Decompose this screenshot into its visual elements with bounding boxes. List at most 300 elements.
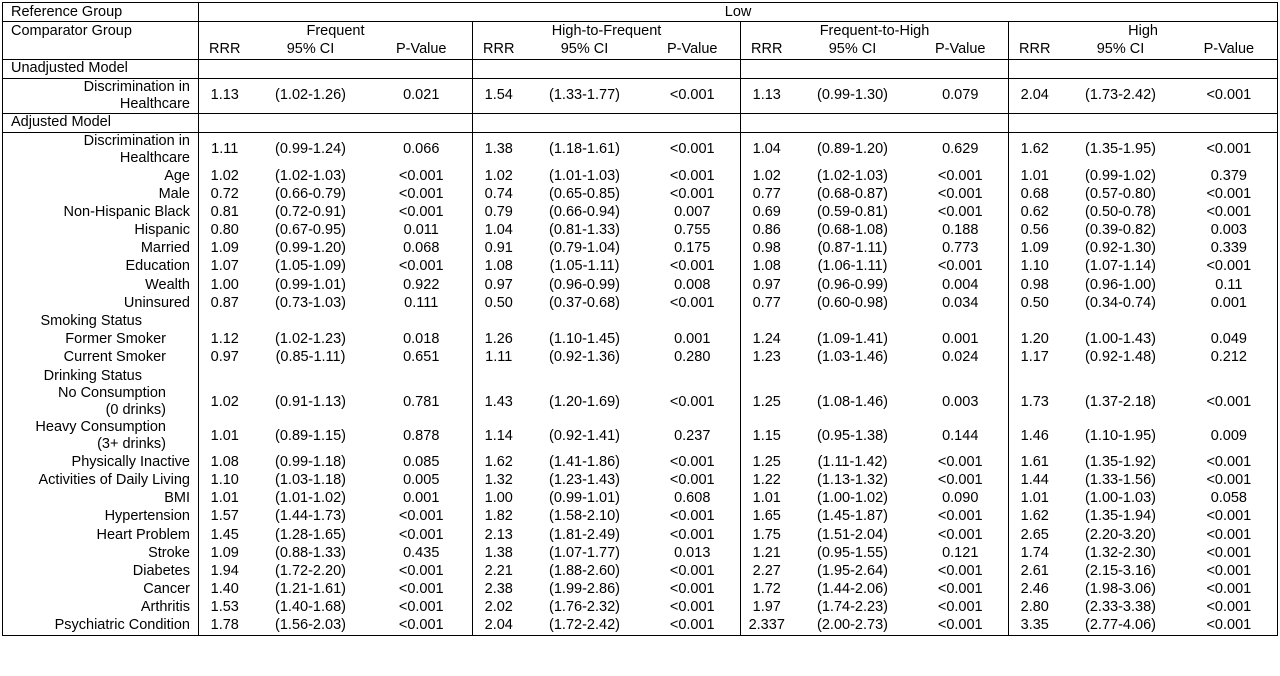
table-cell: <0.001 [669, 599, 715, 616]
table-cell: 0.005 [403, 471, 440, 488]
table-cell: (0.60-0.98) [817, 294, 888, 311]
row-label-line: Former Smoker [65, 331, 166, 348]
table-cell: <0.001 [1206, 453, 1252, 470]
table-cell: <0.001 [398, 562, 444, 579]
row-label-line: Hypertension [104, 508, 190, 525]
table-cell: 1.65 [741, 508, 793, 526]
table-cell: 0.237 [674, 427, 711, 444]
table-cell: 0.018 [403, 331, 440, 348]
table-cell: 2.13 [473, 526, 525, 544]
table-cell: <0.001 [1206, 617, 1252, 634]
table-cell: 2.38 [473, 581, 525, 599]
table-cell: <0.001 [669, 508, 715, 525]
table-cell [1061, 312, 1181, 330]
table-cell: 1.02 [741, 167, 793, 185]
table-cell: (1.09-1.41) [817, 331, 888, 348]
table-row [3, 203, 1278, 221]
group-header-frequent: Frequent [199, 22, 473, 41]
table-cell: 1.01 [1009, 167, 1061, 185]
table-cell: (0.89-1.20) [793, 132, 913, 167]
table-cell: (1.00-1.03) [1085, 490, 1156, 507]
row-label-line: No Consumption [58, 385, 166, 402]
table-cell: 0.175 [674, 240, 711, 257]
table-cell: (1.07-1.14) [1085, 258, 1156, 275]
table-cell: 0.68 [1009, 185, 1061, 203]
table-cell: 1.14 [473, 419, 525, 453]
table-cell: 1.10 [210, 471, 239, 488]
table-row [3, 185, 1278, 203]
table-cell: (0.91-1.13) [275, 393, 346, 410]
table-row [3, 581, 1278, 599]
table-cell: 0.001 [403, 490, 440, 507]
table-body [3, 3, 1278, 636]
row-label-line: Male [158, 185, 190, 202]
table-cell: (1.02-1.03) [275, 167, 346, 184]
table-cell: 2.80 [1009, 599, 1061, 617]
table-cell: 0.111 [404, 294, 439, 311]
subheader-cell: RRR [741, 40, 793, 59]
table-cell: 0.066 [371, 132, 473, 167]
table-cell: (1.21-1.61) [275, 581, 346, 598]
table-cell: (0.65-0.85) [549, 185, 620, 202]
table-cell: 2.65 [1009, 526, 1061, 544]
table-cell: (1.05-1.11) [549, 258, 620, 275]
table-cell: (0.99-1.01) [275, 276, 346, 293]
reference-group-value: Low [199, 3, 1278, 22]
table-cell: (1.41-1.86) [549, 453, 620, 470]
table-cell: 2.02 [473, 599, 525, 617]
table-row [3, 367, 1278, 385]
row-label-line: Psychiatric Condition [54, 617, 190, 634]
table-cell [741, 367, 793, 385]
table-cell [913, 312, 1009, 330]
table-cell [645, 367, 741, 385]
table-cell: 0.79 [473, 203, 525, 221]
row-label [3, 419, 199, 453]
table-cell: 0.629 [913, 132, 1009, 167]
table-cell: 0.013 [674, 544, 711, 561]
row-label-line: (0 drinks) [105, 402, 166, 419]
table-cell [1061, 367, 1181, 385]
table-cell: 1.01 [210, 490, 239, 507]
row-label-line: (3+ drinks) [97, 436, 166, 453]
table-cell: (0.50-0.78) [1085, 203, 1156, 220]
table-cell: 1.53 [210, 599, 239, 616]
row-label-line: BMI [164, 490, 190, 507]
table-cell: <0.001 [669, 526, 715, 543]
row-label-line: Drinking Status [43, 367, 142, 384]
table-row [3, 240, 1278, 258]
row-label [3, 312, 199, 330]
table-cell: (0.68-0.87) [817, 185, 888, 202]
table-cell: (1.00-1.02) [817, 490, 888, 507]
row-label [3, 617, 199, 636]
row-label-line: Education [125, 258, 190, 275]
table-cell: 0.50 [473, 294, 525, 312]
table-cell: <0.001 [669, 294, 715, 311]
table-cell: 1.17 [1009, 349, 1061, 367]
table-cell: 0.058 [1210, 490, 1247, 507]
table-cell: (1.44-2.06) [817, 581, 888, 598]
table-cell: (0.99-1.02) [1085, 167, 1156, 184]
table-row [3, 508, 1278, 526]
table-cell: 0.144 [942, 427, 979, 444]
table-cell: <0.001 [669, 471, 715, 488]
table-cell: (0.79-1.04) [549, 240, 620, 257]
table-cell [371, 312, 473, 330]
table-cell: 0.001 [1210, 294, 1247, 311]
table-cell: (1.03-1.46) [817, 349, 888, 366]
row-label-line: Cancer [143, 581, 190, 598]
table-cell: (1.08-1.46) [817, 393, 888, 410]
table-cell: 0.97 [210, 349, 239, 366]
table-cell: (1.72-2.42) [549, 617, 620, 634]
table-cell: 1.57 [210, 508, 239, 525]
table-cell: 1.22 [741, 471, 793, 489]
table-cell: 0.878 [403, 427, 440, 444]
subheader-cell: RRR [473, 40, 525, 59]
subheader-cell: 95% CI [560, 40, 609, 57]
table-cell [1009, 312, 1061, 330]
table-cell: (0.99-1.24) [251, 132, 371, 167]
table-cell: 1.08 [210, 453, 239, 470]
table-cell: <0.001 [398, 599, 444, 616]
table-cell: (1.07-1.77) [549, 544, 620, 561]
table-cell: (0.96-1.00) [1085, 276, 1156, 293]
table-cell: (1.01-1.03) [549, 167, 620, 184]
table-cell: <0.001 [937, 471, 983, 488]
table-cell: (1.51-2.04) [817, 526, 888, 543]
table-cell: (1.35-1.92) [1085, 453, 1156, 470]
table-cell: <0.001 [1206, 393, 1252, 410]
table-cell: 1.62 [1009, 508, 1061, 526]
table-cell: (1.74-2.23) [817, 599, 888, 616]
group-header-high: High [1009, 22, 1278, 41]
table-row [3, 167, 1278, 185]
table-cell: (1.23-1.43) [549, 471, 620, 488]
table-cell: 0.008 [674, 276, 711, 293]
table-cell: 0.021 [371, 78, 473, 113]
table-cell: (1.45-1.87) [817, 508, 888, 525]
table-cell: 1.54 [473, 78, 525, 113]
subheader-cell: 95% CI [286, 40, 335, 57]
table-cell: 1.01 [210, 427, 239, 444]
table-cell: (0.99-1.18) [275, 453, 346, 470]
table-cell: <0.001 [398, 203, 444, 220]
table-cell: 0.280 [674, 349, 711, 366]
table-cell: 1.45 [210, 526, 239, 543]
table-cell: 1.25 [741, 385, 793, 419]
table-cell: 2.04 [473, 617, 525, 636]
subheader-row [3, 40, 1278, 59]
table-cell: (0.95-1.38) [817, 427, 888, 444]
table-cell: 0.773 [942, 240, 979, 257]
row-label-line: Diabetes [132, 562, 190, 579]
row-label [3, 526, 199, 544]
row-label-line: Discrimination in [83, 78, 190, 95]
table-cell [741, 312, 793, 330]
section-title: Adjusted Model [3, 113, 199, 132]
table-cell: 0.009 [1210, 427, 1247, 444]
table-cell: 0.024 [942, 349, 979, 366]
table-cell: (1.13-1.32) [817, 471, 888, 488]
table-cell: (0.96-0.99) [549, 276, 620, 293]
table-cell: (0.92-1.41) [549, 427, 620, 444]
row-label-line: Healthcare [119, 149, 190, 166]
table-cell: 1.78 [210, 617, 239, 634]
table-cell: <0.001 [669, 617, 715, 634]
table-cell: (1.02-1.23) [275, 331, 346, 348]
table-cell [199, 312, 251, 330]
table-cell: 1.15 [741, 419, 793, 453]
table-cell [793, 312, 913, 330]
row-label-line: Smoking Status [40, 313, 142, 330]
table-cell: (2.77-4.06) [1085, 617, 1156, 634]
table-cell: 0.11 [1215, 276, 1243, 293]
table-cell: 1.21 [741, 544, 793, 562]
table-cell: 1.62 [473, 453, 525, 471]
table-row [3, 471, 1278, 489]
table-cell: 0.212 [1210, 349, 1247, 366]
table-cell [473, 367, 525, 385]
table-cell: (0.39-0.82) [1085, 222, 1156, 239]
table-cell: <0.001 [1206, 185, 1252, 202]
table-row [3, 349, 1278, 367]
table-cell: (0.81-1.33) [549, 222, 620, 239]
table-cell: 1.62 [1009, 132, 1061, 167]
section-header-row [3, 113, 1278, 132]
table-cell: <0.001 [937, 167, 983, 184]
table-cell: 1.94 [210, 562, 239, 579]
table-row [3, 294, 1278, 312]
table-cell: <0.001 [669, 167, 715, 184]
subheader-cell: RRR [1009, 40, 1061, 59]
table-cell: 1.11 [473, 349, 525, 367]
table-cell: 0.72 [210, 185, 239, 202]
table-cell: 1.82 [473, 508, 525, 526]
table-cell: 1.26 [473, 331, 525, 349]
table-cell: 0.87 [210, 294, 239, 311]
table-cell: <0.001 [669, 562, 715, 579]
table-cell: 0.98 [1009, 276, 1061, 294]
section-title: Unadjusted Model [3, 59, 199, 78]
table-cell: (2.20-3.20) [1085, 526, 1156, 543]
table-cell: (0.99-1.20) [275, 240, 346, 257]
table-cell: (1.03-1.18) [275, 471, 346, 488]
table-cell [525, 312, 645, 330]
row-label [3, 562, 199, 580]
table-cell: (1.10-1.45) [549, 331, 620, 348]
table-cell: <0.001 [645, 78, 741, 113]
subheader-cell: 95% CI [1096, 40, 1145, 57]
table-cell: 1.08 [741, 258, 793, 276]
table-cell: 0.034 [942, 294, 979, 311]
table-cell: 1.38 [473, 544, 525, 562]
table-cell: (1.28-1.65) [275, 526, 346, 543]
row-label-line: Non-Hispanic Black [63, 203, 190, 220]
table-cell: 0.049 [1210, 331, 1247, 348]
row-label [3, 599, 199, 617]
table-cell: 1.74 [1009, 544, 1061, 562]
table-cell: 1.00 [473, 490, 525, 508]
table-cell [1181, 367, 1278, 385]
table-cell: 1.02 [473, 167, 525, 185]
table-row [3, 385, 1278, 419]
table-cell: <0.001 [398, 167, 444, 184]
table-cell: 0.339 [1210, 240, 1247, 257]
table-cell: <0.001 [937, 258, 983, 275]
table-cell: 2.21 [473, 562, 525, 580]
table-cell: (1.73-2.42) [1061, 78, 1181, 113]
table-cell: <0.001 [1181, 132, 1278, 167]
table-row [3, 331, 1278, 349]
table-cell: 0.079 [913, 78, 1009, 113]
table-cell: 1.04 [473, 222, 525, 240]
table-cell: 0.003 [942, 393, 979, 410]
table-cell: 0.74 [473, 185, 525, 203]
table-cell: (1.58-2.10) [549, 508, 620, 525]
table-cell: 0.98 [741, 240, 793, 258]
row-label [3, 453, 199, 471]
table-cell: (0.72-0.91) [275, 203, 346, 220]
table-cell: <0.001 [1206, 508, 1252, 525]
row-label-line: Healthcare [119, 95, 190, 112]
table-cell: 1.46 [1009, 419, 1061, 453]
table-cell: <0.001 [398, 185, 444, 202]
reference-group-label: Reference Group [3, 3, 199, 22]
table-row [3, 544, 1278, 562]
table-cell: (2.15-3.16) [1085, 562, 1156, 579]
table-row [3, 276, 1278, 294]
table-cell: 0.121 [942, 544, 979, 561]
table-cell: 1.73 [1009, 385, 1061, 419]
row-label-line: Heavy Consumption [35, 419, 166, 436]
table-row [3, 419, 1278, 453]
table-cell: (1.56-2.03) [275, 617, 346, 634]
table-cell: 0.001 [674, 331, 711, 348]
table-cell: 1.02 [210, 167, 239, 184]
table-cell: 2.61 [1009, 562, 1061, 580]
row-label-line: Age [164, 167, 190, 184]
table-cell: (1.06-1.11) [817, 258, 888, 275]
table-cell: (0.92-1.48) [1085, 349, 1156, 366]
row-label [3, 385, 199, 419]
table-cell [473, 312, 525, 330]
row-label [3, 581, 199, 599]
table-cell: (1.00-1.43) [1085, 331, 1156, 348]
table-cell: <0.001 [1206, 581, 1252, 598]
table-cell [913, 367, 1009, 385]
table-cell: 1.12 [210, 331, 239, 348]
subheader-cell: P-Value [1203, 40, 1255, 57]
table-cell: (1.81-2.49) [549, 526, 620, 543]
table-cell: 0.80 [210, 222, 239, 239]
table-cell: (1.11-1.42) [817, 453, 888, 470]
table-row [3, 132, 1278, 167]
table-cell [199, 367, 251, 385]
row-label [3, 185, 199, 203]
table-cell: (0.85-1.11) [275, 349, 346, 366]
table-cell: 1.02 [210, 393, 239, 410]
group-header-high-to-frequent: High-to-Frequent [473, 22, 741, 41]
table-cell: (1.18-1.61) [525, 132, 645, 167]
table-cell: 1.20 [1009, 331, 1061, 349]
table-cell: 0.56 [1009, 222, 1061, 240]
table-cell: 1.72 [741, 581, 793, 599]
table-cell: <0.001 [937, 617, 983, 634]
table-cell: (1.72-2.20) [275, 562, 346, 579]
row-label-line: Current Smoker [63, 349, 166, 366]
table-cell: <0.001 [1206, 562, 1252, 579]
table-cell: (1.02-1.26) [251, 78, 371, 113]
table-cell: 0.781 [403, 393, 440, 410]
table-cell [1181, 312, 1278, 330]
row-label [3, 276, 199, 294]
row-label-line: Stroke [148, 544, 190, 561]
table-cell: (0.68-1.08) [817, 222, 888, 239]
table-cell: 0.81 [210, 203, 239, 220]
table-cell: (1.33-1.77) [525, 78, 645, 113]
table-cell: (0.66-0.94) [549, 203, 620, 220]
table-row [3, 562, 1278, 580]
table-row [3, 526, 1278, 544]
table-cell: (1.40-1.68) [275, 599, 346, 616]
table-cell: 0.085 [403, 453, 440, 470]
table-cell: 0.651 [403, 349, 440, 366]
table-cell: <0.001 [398, 508, 444, 525]
results-table [2, 2, 1278, 636]
table-cell: 1.24 [741, 331, 793, 349]
table-cell [371, 367, 473, 385]
table-cell: 1.10 [1009, 258, 1061, 276]
table-cell: <0.001 [398, 526, 444, 543]
table-cell: (0.87-1.11) [817, 240, 888, 257]
table-cell: <0.001 [1206, 471, 1252, 488]
table-row [3, 78, 1278, 113]
table-cell: 1.11 [199, 132, 251, 167]
table-cell: (0.95-1.55) [817, 544, 888, 561]
table-cell: (1.33-1.56) [1085, 471, 1156, 488]
table-cell [1009, 367, 1061, 385]
table-cell: (0.67-0.95) [275, 222, 346, 239]
subheader-cell: P-Value [395, 40, 447, 57]
table-cell: <0.001 [669, 453, 715, 470]
table-cell [645, 312, 741, 330]
row-label [3, 349, 199, 367]
row-label [3, 508, 199, 526]
table-cell: <0.001 [645, 132, 741, 167]
table-cell: 1.09 [210, 240, 239, 257]
table-cell: 1.04 [741, 132, 793, 167]
row-label-line: Physically Inactive [71, 453, 190, 470]
table-cell: (0.99-1.30) [793, 78, 913, 113]
table-cell: (2.33-3.38) [1085, 599, 1156, 616]
table-cell: (1.37-2.18) [1085, 393, 1156, 410]
table-cell: 2.46 [1009, 581, 1061, 599]
row-label [3, 471, 199, 489]
table-cell: 1.25 [741, 453, 793, 471]
table-row [3, 599, 1278, 617]
table-cell: (1.88-2.60) [549, 562, 620, 579]
table-cell: (0.57-0.80) [1085, 185, 1156, 202]
row-label [3, 222, 199, 240]
table-cell [251, 312, 371, 330]
table-cell: 0.86 [741, 222, 793, 240]
table-cell: 0.77 [741, 185, 793, 203]
table-cell: 1.01 [1009, 490, 1061, 508]
table-cell: 0.50 [1009, 294, 1061, 312]
table-cell: <0.001 [1206, 544, 1252, 561]
